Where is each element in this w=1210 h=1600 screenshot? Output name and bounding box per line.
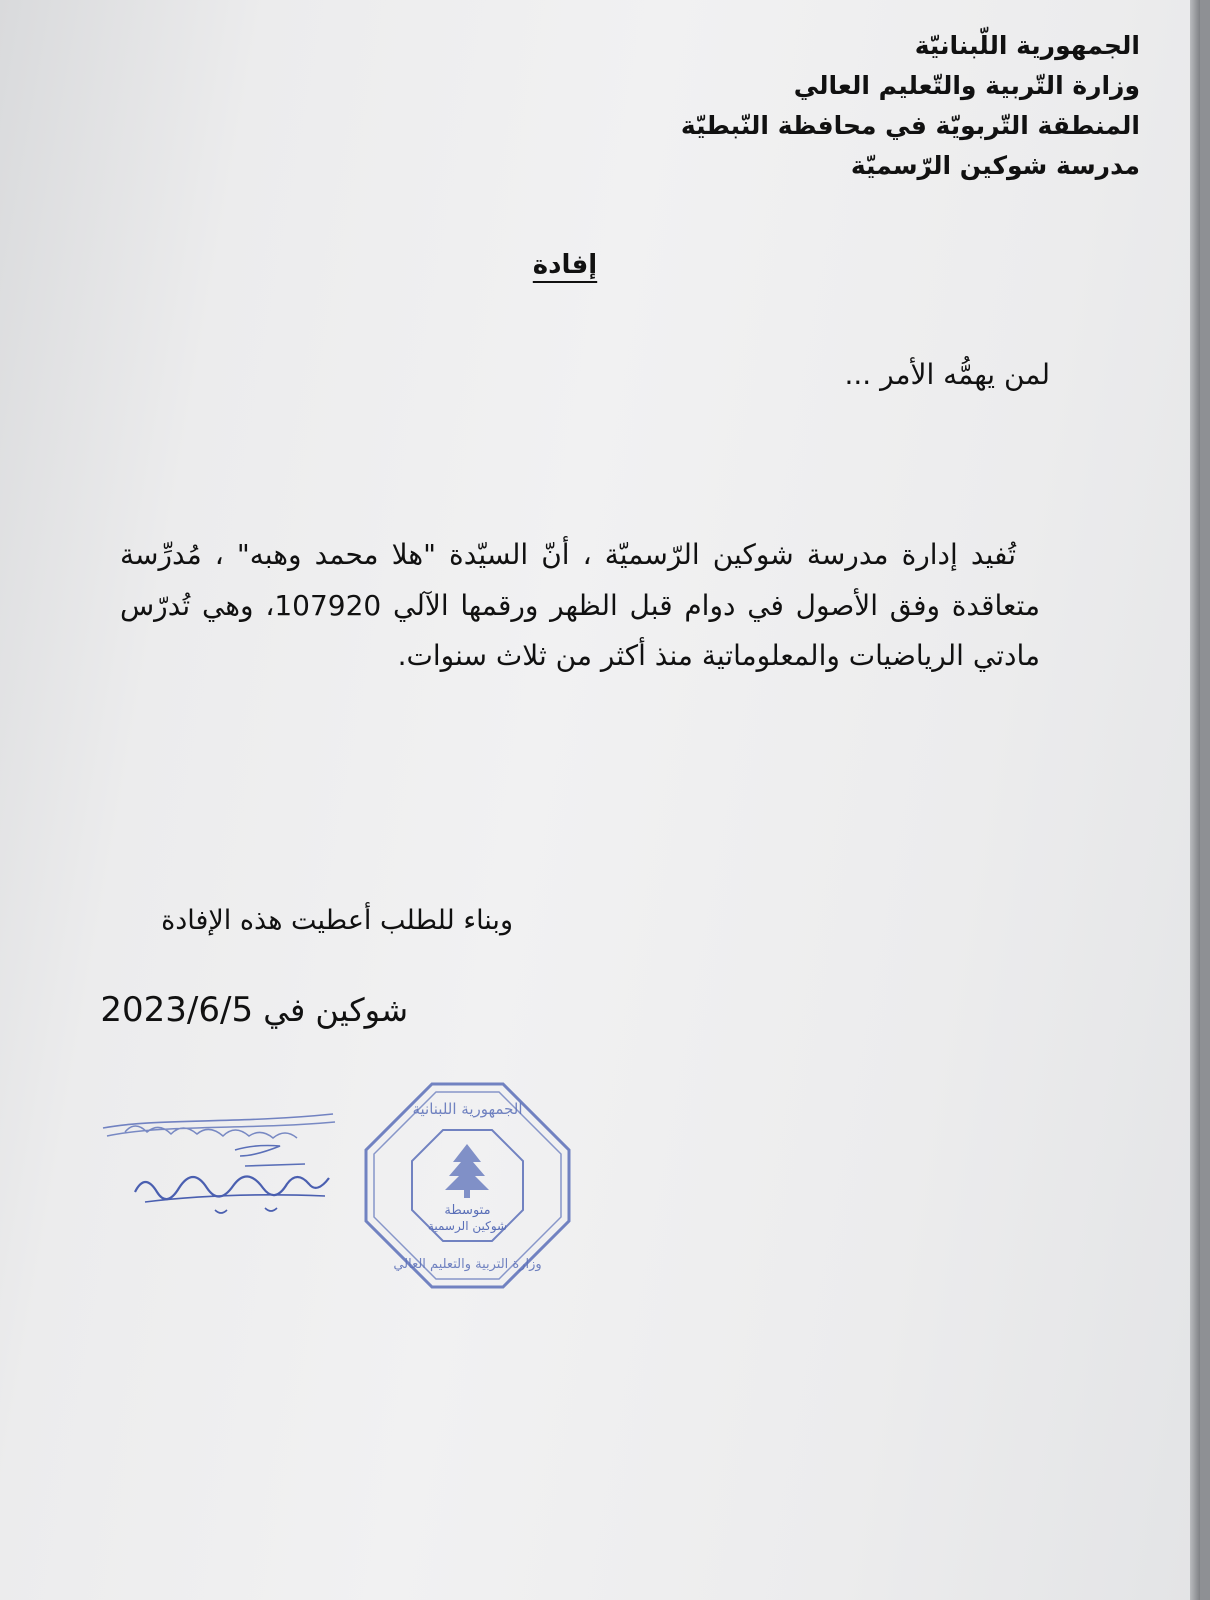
place-date-line (100, 990, 408, 1030)
certificate-body: تُفيد إدارة مدرسة شوكين الرّسميّة ، أنّ السيّدة "هلا محمد وهبه" ، مُدرِّسة متعاقدة وفق الأصول في دوام قبل الظهر ورقمها الآلي 107920، وهي تُدرّس مادتي الرياضيات والمعلوماتية منذ أكثر من ثلاث سنوات. (120, 538, 1040, 672)
official-stamp (360, 1078, 575, 1293)
page-edge-shadow (1190, 0, 1200, 1600)
place-label: شوكين في (263, 991, 408, 1029)
greeting: لمن يهمُّه الأمر ... (844, 358, 1050, 391)
letterhead-school: مدرسة شوكين الرّسميّة (850, 151, 1140, 180)
letterhead-region: المنطقة التّربويّة في محافظة النّبطيّة (680, 111, 1140, 140)
letterhead-republic: الجمهورية اللّبنانيّة (914, 31, 1140, 60)
stamp-inner-line1: متوسطة (444, 1203, 491, 1218)
signature-block (95, 1110, 355, 1220)
cedar-icon (445, 1144, 489, 1198)
stamp-outer-bottom: وزارة التربية والتعليم العالي (393, 1257, 542, 1272)
stamp-outer-top: الجمهورية اللبنانية (412, 1100, 523, 1118)
closing-statement: وبناء للطلب أعطيت هذه الإفادة (161, 905, 513, 936)
letterhead (681, 26, 1140, 186)
letterhead-ministry: وزارة التّربية والتّعليم العالي (793, 71, 1140, 100)
document-title: إفادة (532, 250, 598, 280)
issue-date: 2023/6/5 (100, 990, 254, 1030)
stamp-inner-line2: شوكين الرسمية (427, 1219, 508, 1233)
